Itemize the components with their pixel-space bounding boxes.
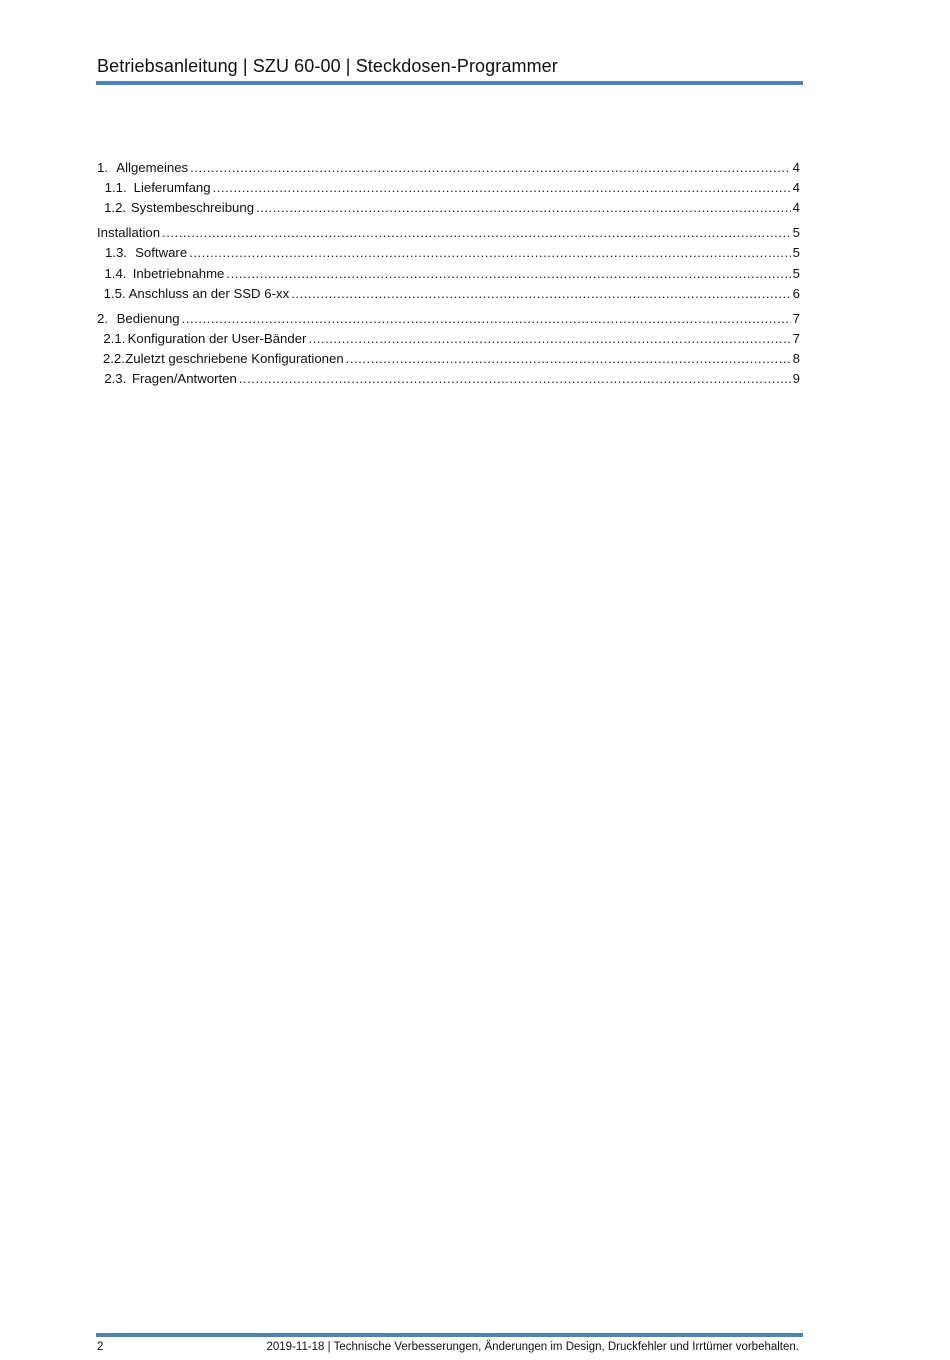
toc-entry-konfiguration-user-baender[interactable] bbox=[97, 331, 800, 350]
toc-leader-dots bbox=[256, 200, 791, 215]
toc-entry-page: 7 bbox=[792, 311, 800, 326]
toc-entry-fragen-antworten[interactable] bbox=[97, 371, 800, 390]
toc-entry-page: 9 bbox=[792, 371, 801, 386]
toc-entry-page: 5 bbox=[792, 245, 800, 260]
toc-entry-label: Allgemeines bbox=[116, 160, 189, 175]
toc-entry-number: 2.1. bbox=[103, 331, 126, 346]
toc-entry-systembeschreibung[interactable] bbox=[97, 200, 800, 219]
toc-entry-label: Installation bbox=[97, 225, 161, 240]
footer-disclaimer: 2019-11-18 | Technische Verbesserungen, Änderungen im Design, Druckfehler und Irrtümer vorbehalten. bbox=[266, 1341, 799, 1353]
toc-entry-number: 2.2. bbox=[102, 351, 125, 366]
toc-entry-page: 8 bbox=[792, 351, 800, 366]
toc-leader-dots bbox=[190, 160, 791, 175]
toc-leader-dots bbox=[213, 180, 791, 195]
toc-entry-label: Konfiguration der User-Bänder bbox=[127, 331, 307, 346]
toc-entry-inbetriebnahme[interactable] bbox=[97, 266, 800, 285]
toc-entry-label: Anschluss an der SSD 6-xx bbox=[128, 286, 290, 301]
toc-entry-lieferumfang[interactable] bbox=[97, 180, 800, 199]
toc-entry-number: 1.2. bbox=[104, 200, 127, 215]
footer-rule bbox=[96, 1333, 803, 1337]
document-header-title: Betriebsanleitung | SZU 60-00 | Steckdosen-Programmer bbox=[97, 56, 558, 76]
toc-entry-label: Inbetriebnahme bbox=[132, 266, 225, 281]
toc-entry-label: Systembeschreibung bbox=[130, 200, 255, 215]
toc-leader-dots bbox=[291, 286, 790, 301]
toc-leader-dots bbox=[308, 331, 790, 346]
toc-leader-dots bbox=[239, 371, 791, 386]
toc-entry-label: Lieferumfang bbox=[133, 180, 211, 195]
toc-entry-bedienung[interactable] bbox=[97, 311, 800, 330]
toc-leader-dots bbox=[162, 225, 791, 240]
toc-entry-zuletzt-geschriebene-konfigurationen[interactable] bbox=[97, 351, 800, 370]
toc-entry-page: 4 bbox=[792, 180, 800, 195]
toc-entry-label: Software bbox=[135, 245, 188, 260]
toc-entry-installation[interactable] bbox=[97, 225, 800, 244]
toc-entry-number: 1.1. bbox=[104, 180, 127, 195]
toc-leader-dots bbox=[226, 266, 790, 281]
toc-entry-number: 1. bbox=[97, 160, 108, 175]
toc-leader-dots bbox=[346, 351, 791, 366]
toc-entry-page: 4 bbox=[792, 160, 800, 175]
toc-entry-number: 2.3. bbox=[104, 371, 127, 386]
toc-entry-number: 2. bbox=[97, 311, 108, 326]
toc-entry-page: 5 bbox=[792, 266, 800, 281]
toc-entry-page: 5 bbox=[792, 225, 800, 240]
toc-entry-page: 6 bbox=[792, 286, 800, 301]
toc-leader-dots bbox=[189, 245, 791, 260]
toc-entry-page: 7 bbox=[792, 331, 801, 346]
toc-leader-dots bbox=[182, 311, 791, 326]
toc-entry-number: 1.4. bbox=[104, 266, 127, 281]
toc-entry-label: Bedienung bbox=[116, 311, 180, 326]
toc-entry-number: 1.5. bbox=[103, 286, 126, 301]
toc-entry-allgemeines[interactable] bbox=[97, 160, 800, 179]
footer-page-number: 2 bbox=[97, 1341, 104, 1353]
toc-entry-page: 4 bbox=[792, 200, 800, 215]
toc-entry-number: 1.3. bbox=[104, 245, 127, 260]
header-rule bbox=[96, 81, 803, 85]
toc-entry-label: Zuletzt geschriebene Konfigurationen bbox=[125, 351, 344, 366]
toc-entry-anschluss[interactable] bbox=[97, 286, 800, 305]
toc-entry-software[interactable] bbox=[97, 245, 800, 264]
toc-entry-label: Fragen/Antworten bbox=[131, 371, 237, 386]
